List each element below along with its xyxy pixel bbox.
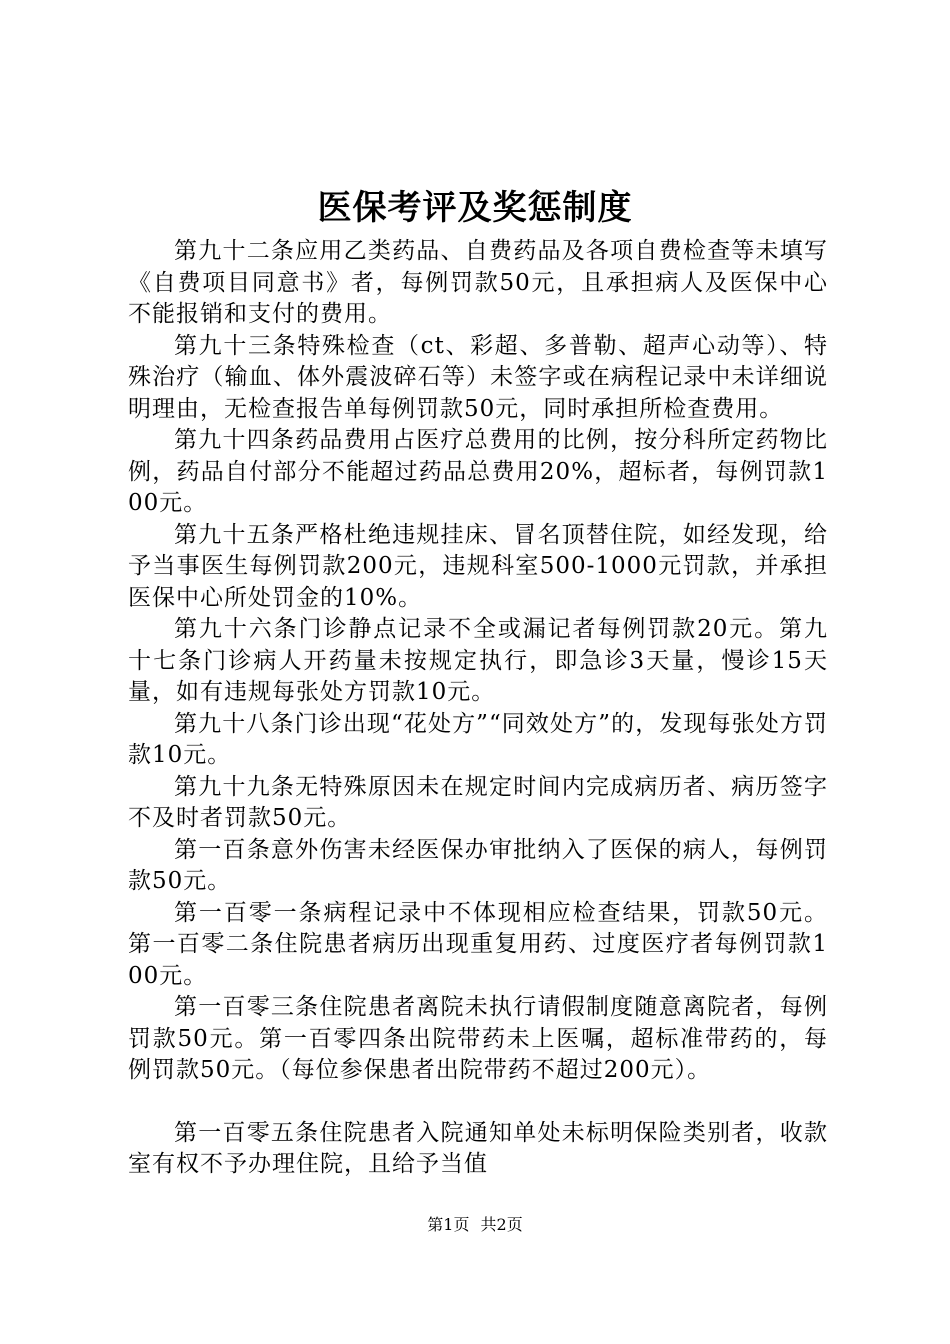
paragraph-article-99: 第九十九条无特殊原因未在规定时间内完成病历者、病历签字不及时者罚款50元。	[128, 773, 828, 831]
document-body	[128, 236, 828, 1181]
page-total: 共2页	[480, 1215, 523, 1234]
paragraph-article-101-102: 第一百零一条病程记录中不体现相应检查结果，罚款50元。第一百零二条住院患者病历出现重复用药、过度医疗者每例罚款100元。	[128, 899, 828, 989]
paragraph-article-93: 第九十三条特殊检查（ct、彩超、多普勒、超声心动等）、特殊治疗（输血、体外震波碎石等）未签字或在病程记录中未详细说明理由，无检查报告单每例罚款50元，同时承担所检查费用。	[128, 332, 828, 422]
paragraph-article-103-104: 第一百零三条住院患者离院未执行请假制度随意离院者，每例罚款50元。第一百零四条出院带药未上医嘱，超标准带药的，每例罚款50元。（每位参保患者出院带药不超过200元）。	[128, 994, 828, 1083]
paragraph-article-105: 第一百零五条住院患者入院通知单处未标明保险类别者，收款室有权不予办理住院，且给予当值	[128, 1119, 828, 1177]
document-title: 医保考评及奖惩制度	[317, 188, 633, 228]
paragraph-article-95: 第九十五条严格杜绝违规挂床、冒名顶替住院，如经发现，给予当事医生每例罚款200元，违规科室500-1000元罚款，并承担医保中心所处罚金的10%。	[128, 521, 828, 611]
paragraph-article-94: 第九十四条药品费用占医疗总费用的比例，按分科所定药物比例，药品自付部分不能超过药品总费用20%，超标者，每例罚款100元。	[128, 427, 828, 516]
paragraph-article-100: 第一百条意外伤害未经医保办审批纳入了医保的病人，每例罚款50元。	[128, 836, 828, 894]
page-footer	[0, 1213, 950, 1237]
paragraph-article-98: 第九十八条门诊出现“花处方”“同效处方”的，发现每张处方罚款10元。	[128, 710, 828, 768]
page-number: 第1页	[427, 1215, 470, 1234]
paragraph-article-96-97: 第九十六条门诊静点记录不全或漏记者每例罚款20元。第九十七条门诊病人开药量未按规定执行，即急诊3天量，慢诊15天量，如有违规每张处方罚款10元。	[128, 616, 828, 705]
paragraph-article-92: 第九十二条应用乙类药品、自费药品及各项自费检查等未填写《自费项目同意书》者，每例罚款50元，且承担病人及医保中心不能报销和支付的费用。	[128, 238, 828, 327]
